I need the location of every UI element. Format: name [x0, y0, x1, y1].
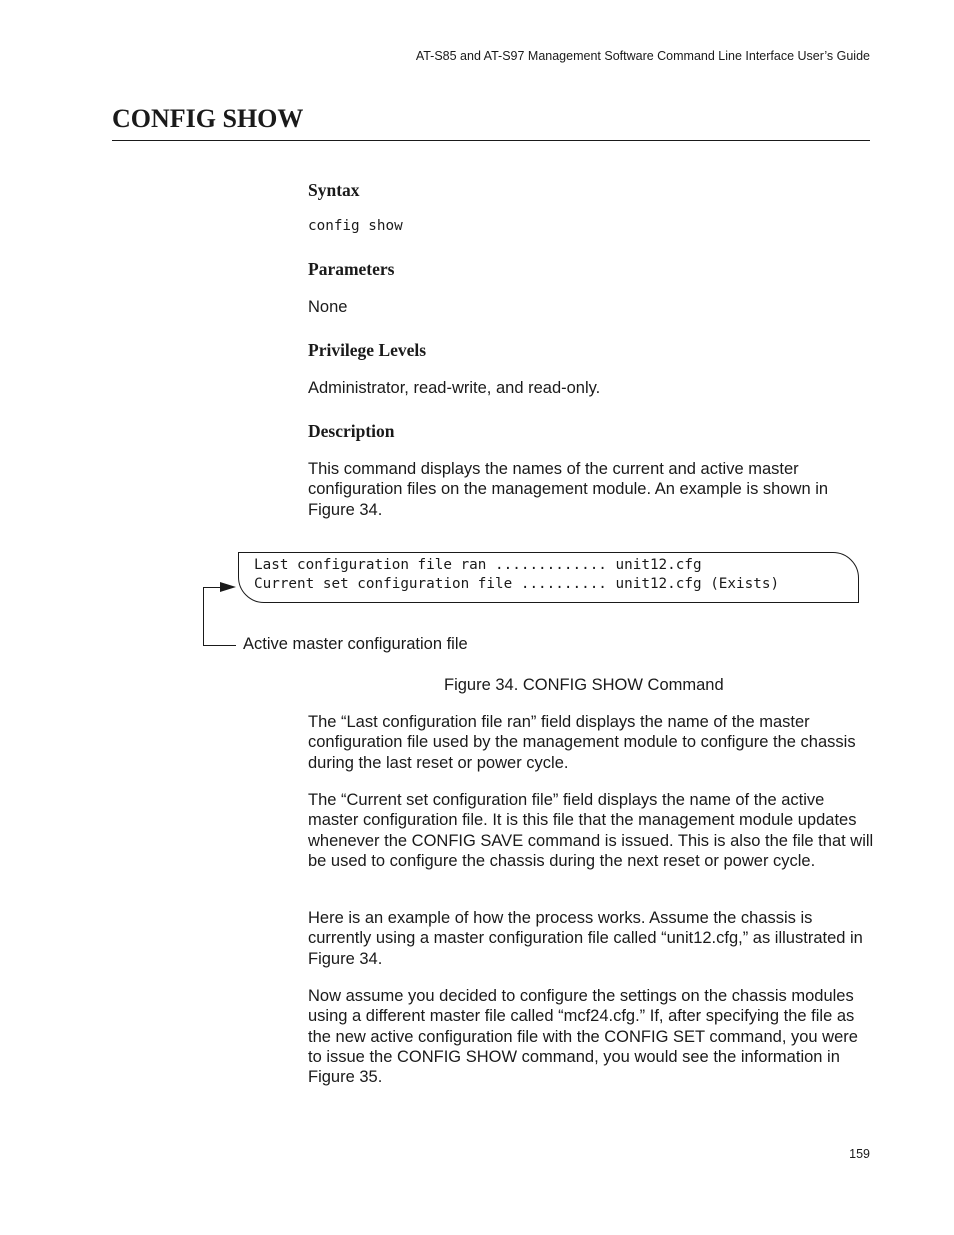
- paragraph-current-config: The “Current set configuration file” field displays the name of the active master configuration file. It is this file that the management module updates whenever the CONFIG SAVE command is issued. This is also the file that will be used to configure the chassis during the next reset or power cycle.: [308, 791, 874, 870]
- terminal-line-last: Last configuration file ran ............. unit12.cfg: [254, 557, 702, 573]
- page-number: 159: [849, 1147, 870, 1161]
- page-title: CONFIG SHOW: [112, 104, 304, 133]
- parameters-text: None: [308, 298, 348, 316]
- syntax-command: config show: [308, 218, 403, 234]
- privilege-heading: Privilege Levels: [308, 340, 427, 360]
- callout-arrow-icon: [220, 582, 236, 592]
- figure-caption: Figure 34. CONFIG SHOW Command: [444, 676, 724, 694]
- callout-line-vertical: [203, 587, 204, 645]
- description-text: This command displays the names of the current and active master configuration files on the management module. An example is shown in Figure 34.: [308, 460, 829, 519]
- callout-line-bottom: [203, 645, 236, 646]
- running-header: AT-S85 and AT-S97 Management Software Command Line Interface User’s Guide: [415, 49, 870, 63]
- terminal-line-current: Current set configuration file .......... unit12.cfg (Exists): [254, 576, 780, 592]
- paragraph-example: Here is an example of how the process works. Assume the chassis is currently using a master configuration file called “unit12.cfg,” as illustrated in Figure 34.: [308, 909, 863, 968]
- title-divider: [112, 140, 870, 141]
- paragraph-last-config: The “Last configuration file ran” field displays the name of the master configuration file used by the management module to configure the chassis during the last reset or power cycle.: [308, 713, 856, 772]
- description-heading: Description: [308, 421, 395, 441]
- callout-label: Active master configuration file: [243, 635, 468, 653]
- paragraph-assume: Now assume you decided to configure the settings on the chassis modules using a different master file called “mcf24.cfg.” If, after specifying the file as the new active configuration file with the CONFIG SET command, you were to issue the CONFIG SHOW command, you would see the information in Figure 35.: [308, 987, 858, 1087]
- privilege-text: Administrator, read-write, and read-only.: [308, 379, 601, 397]
- syntax-heading: Syntax: [308, 180, 360, 200]
- parameters-heading: Parameters: [308, 259, 395, 279]
